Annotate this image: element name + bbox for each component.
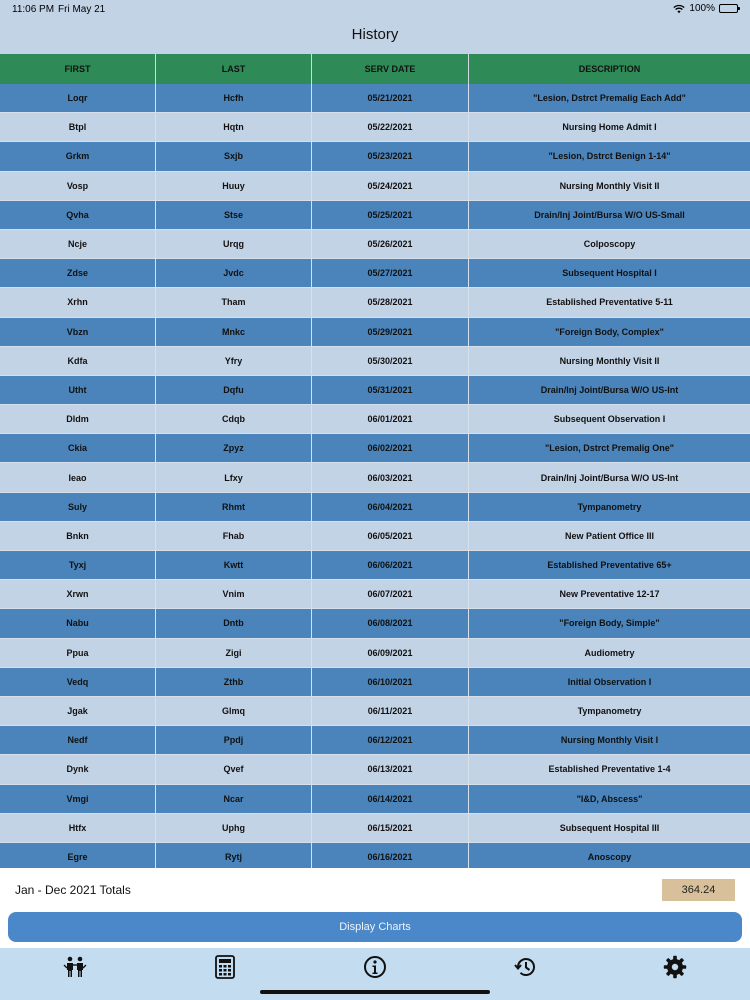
table-row[interactable] bbox=[0, 463, 750, 492]
cell-serv-date: 06/11/2021 bbox=[312, 697, 469, 726]
cell-serv-date: 06/05/2021 bbox=[312, 522, 469, 551]
status-bar bbox=[0, 0, 750, 20]
cell-last: Hqtn bbox=[156, 113, 312, 142]
cell-description: Drain/Inj Joint/Bursa W/O US-Small bbox=[469, 201, 750, 230]
cell-first: Ppua bbox=[0, 639, 156, 668]
cell-first: Zdse bbox=[0, 259, 156, 288]
table-row[interactable] bbox=[0, 814, 750, 843]
info-icon bbox=[363, 955, 387, 979]
cell-description: "Lesion, Dstrct Premalig One" bbox=[469, 434, 750, 463]
table-row[interactable] bbox=[0, 609, 750, 638]
status-time: 11:06 PM bbox=[12, 4, 55, 15]
cell-serv-date: 06/09/2021 bbox=[312, 639, 469, 668]
totals-panel bbox=[0, 868, 750, 948]
cell-description: New Patient Office III bbox=[469, 522, 750, 551]
cell-description: Anoscopy bbox=[469, 843, 750, 868]
cell-serv-date: 05/23/2021 bbox=[312, 142, 469, 171]
cell-first: Nabu bbox=[0, 609, 156, 638]
cell-serv-date: 06/14/2021 bbox=[312, 785, 469, 814]
display-charts-button[interactable]: Display Charts bbox=[8, 912, 742, 942]
status-date: Fri May 21 bbox=[58, 4, 106, 15]
battery-icon bbox=[719, 4, 738, 13]
cell-description: Nursing Monthly Visit II bbox=[469, 347, 750, 376]
cell-last: Mnkc bbox=[156, 318, 312, 347]
cell-description: "Lesion, Dstrct Benign 1-14" bbox=[469, 142, 750, 171]
table-row[interactable] bbox=[0, 434, 750, 463]
cell-first: Xrwn bbox=[0, 580, 156, 609]
cell-serv-date: 06/07/2021 bbox=[312, 580, 469, 609]
cell-description: Established Preventative 5-11 bbox=[469, 288, 750, 317]
table-row[interactable] bbox=[0, 785, 750, 814]
cell-serv-date: 05/21/2021 bbox=[312, 84, 469, 113]
table-body[interactable] bbox=[0, 84, 750, 868]
cell-last: Zpyz bbox=[156, 434, 312, 463]
cell-serv-date: 05/26/2021 bbox=[312, 230, 469, 259]
cell-description: "Foreign Body, Simple" bbox=[469, 609, 750, 638]
cell-serv-date: 06/04/2021 bbox=[312, 493, 469, 522]
header-serv-date[interactable]: SERV DATE bbox=[312, 54, 469, 84]
cell-first: Btpl bbox=[0, 113, 156, 142]
page-title: History bbox=[351, 26, 399, 43]
cell-first: Dynk bbox=[0, 755, 156, 784]
header-first[interactable]: FIRST bbox=[0, 54, 156, 84]
cell-first: Nedf bbox=[0, 726, 156, 755]
cell-description: New Preventative 12-17 bbox=[469, 580, 750, 609]
tab-settings[interactable] bbox=[655, 954, 695, 980]
cell-serv-date: 05/31/2021 bbox=[312, 376, 469, 405]
cell-description: Tympanometry bbox=[469, 697, 750, 726]
cell-first: Loqr bbox=[0, 84, 156, 113]
table-row[interactable] bbox=[0, 113, 750, 142]
cell-first: Xrhn bbox=[0, 288, 156, 317]
cell-serv-date: 05/25/2021 bbox=[312, 201, 469, 230]
cell-last: Dntb bbox=[156, 609, 312, 638]
cell-description: Subsequent Observation I bbox=[469, 405, 750, 434]
cell-description: Drain/Inj Joint/Bursa W/O US-Int bbox=[469, 463, 750, 492]
cell-last: Stse bbox=[156, 201, 312, 230]
cell-first: Grkm bbox=[0, 142, 156, 171]
cell-serv-date: 05/24/2021 bbox=[312, 172, 469, 201]
cell-last: Huuy bbox=[156, 172, 312, 201]
table-row[interactable] bbox=[0, 522, 750, 551]
cell-serv-date: 06/16/2021 bbox=[312, 843, 469, 868]
cell-last: Tham bbox=[156, 288, 312, 317]
cell-last: Uphg bbox=[156, 814, 312, 843]
cell-serv-date: 05/29/2021 bbox=[312, 318, 469, 347]
battery-percent: 100% bbox=[689, 3, 715, 14]
table-row[interactable] bbox=[0, 726, 750, 755]
table-row[interactable] bbox=[0, 84, 750, 113]
table-header bbox=[0, 54, 750, 84]
tab-patients[interactable] bbox=[55, 954, 95, 980]
cell-last: Zigi bbox=[156, 639, 312, 668]
cell-first: Tyxj bbox=[0, 551, 156, 580]
table-row[interactable] bbox=[0, 318, 750, 347]
cell-description: "Lesion, Dstrct Premalig Each Add" bbox=[469, 84, 750, 113]
cell-last: Kwtt bbox=[156, 551, 312, 580]
history-table bbox=[0, 54, 750, 868]
cell-description: Tympanometry bbox=[469, 493, 750, 522]
cell-last: Cdqb bbox=[156, 405, 312, 434]
cell-first: Vedq bbox=[0, 668, 156, 697]
cell-serv-date: 05/27/2021 bbox=[312, 259, 469, 288]
cell-first: Suly bbox=[0, 493, 156, 522]
table-row[interactable] bbox=[0, 551, 750, 580]
cell-first: Ckia bbox=[0, 434, 156, 463]
cell-description: Subsequent Hospital I bbox=[469, 259, 750, 288]
cell-first: Vbzn bbox=[0, 318, 156, 347]
cell-serv-date: 06/01/2021 bbox=[312, 405, 469, 434]
tab-history[interactable] bbox=[505, 954, 545, 980]
cell-first: Htfx bbox=[0, 814, 156, 843]
cell-serv-date: 06/08/2021 bbox=[312, 609, 469, 638]
cell-first: Bnkn bbox=[0, 522, 156, 551]
cell-first: Vmgi bbox=[0, 785, 156, 814]
cell-first: Qvha bbox=[0, 201, 156, 230]
cell-serv-date: 06/10/2021 bbox=[312, 668, 469, 697]
cell-first: Ieao bbox=[0, 463, 156, 492]
wifi-icon bbox=[673, 4, 685, 14]
table-row[interactable] bbox=[0, 142, 750, 171]
cell-first: Dldm bbox=[0, 405, 156, 434]
cell-serv-date: 06/02/2021 bbox=[312, 434, 469, 463]
gear-icon bbox=[663, 955, 687, 979]
calculator-icon bbox=[215, 955, 235, 979]
cell-description: Established Preventative 65+ bbox=[469, 551, 750, 580]
cell-last: Sxjb bbox=[156, 142, 312, 171]
header-last[interactable]: LAST bbox=[156, 54, 312, 84]
cell-last: Jvdc bbox=[156, 259, 312, 288]
table-row[interactable] bbox=[0, 288, 750, 317]
header-description[interactable]: DESCRIPTION bbox=[578, 64, 641, 74]
cell-last: Rytj bbox=[156, 843, 312, 868]
cell-serv-date: 06/03/2021 bbox=[312, 463, 469, 492]
cell-last: Rhmt bbox=[156, 493, 312, 522]
cell-first: Kdfa bbox=[0, 347, 156, 376]
table-row[interactable] bbox=[0, 172, 750, 201]
cell-last: Hcfh bbox=[156, 84, 312, 113]
cell-serv-date: 05/22/2021 bbox=[312, 113, 469, 142]
cell-last: Zthb bbox=[156, 668, 312, 697]
table-row[interactable] bbox=[0, 201, 750, 230]
cell-description: Drain/Inj Joint/Bursa W/O US-Int bbox=[469, 376, 750, 405]
cell-description: "Foreign Body, Complex" bbox=[469, 318, 750, 347]
cell-last: Ncar bbox=[156, 785, 312, 814]
cell-last: Fhab bbox=[156, 522, 312, 551]
status-right bbox=[673, 3, 738, 14]
cell-description: Audiometry bbox=[469, 639, 750, 668]
cell-last: Lfxy bbox=[156, 463, 312, 492]
table-row[interactable] bbox=[0, 493, 750, 522]
totals-label: Jan - Dec 2021 Totals bbox=[15, 883, 131, 897]
tab-info[interactable] bbox=[355, 954, 395, 980]
cell-serv-date: 06/12/2021 bbox=[312, 726, 469, 755]
cell-last: Qvef bbox=[156, 755, 312, 784]
cell-description: Subsequent Hospital III bbox=[469, 814, 750, 843]
cell-description: Colposcopy bbox=[469, 230, 750, 259]
table-row[interactable] bbox=[0, 580, 750, 609]
totals-value: 364.24 bbox=[662, 879, 735, 901]
cell-description: Initial Observation I bbox=[469, 668, 750, 697]
cell-serv-date: 06/15/2021 bbox=[312, 814, 469, 843]
table-row[interactable] bbox=[0, 230, 750, 259]
cell-last: Vnim bbox=[156, 580, 312, 609]
cell-last: Urqg bbox=[156, 230, 312, 259]
cell-description: Nursing Monthly Visit II bbox=[469, 172, 750, 201]
table-row[interactable] bbox=[0, 843, 750, 868]
home-indicator bbox=[260, 990, 490, 994]
cell-first: Jgak bbox=[0, 697, 156, 726]
history-icon bbox=[513, 955, 537, 979]
patients-icon bbox=[63, 956, 87, 978]
cell-serv-date: 05/28/2021 bbox=[312, 288, 469, 317]
table-row[interactable] bbox=[0, 376, 750, 405]
table-row[interactable] bbox=[0, 259, 750, 288]
cell-serv-date: 05/30/2021 bbox=[312, 347, 469, 376]
cell-last: Yfry bbox=[156, 347, 312, 376]
cell-first: Ncje bbox=[0, 230, 156, 259]
cell-last: Ppdj bbox=[156, 726, 312, 755]
table-row[interactable] bbox=[0, 697, 750, 726]
tab-bar bbox=[0, 948, 750, 1000]
table-row[interactable] bbox=[0, 755, 750, 784]
cell-description: Established Preventative 1-4 bbox=[469, 755, 750, 784]
cell-last: Dqfu bbox=[156, 376, 312, 405]
cell-first: Vosp bbox=[0, 172, 156, 201]
cell-description: Nursing Home Admit I bbox=[469, 113, 750, 142]
table-row[interactable] bbox=[0, 405, 750, 434]
cell-last: Glmq bbox=[156, 697, 312, 726]
cell-first: Utht bbox=[0, 376, 156, 405]
cell-description: "I&D, Abscess" bbox=[469, 785, 750, 814]
cell-serv-date: 06/13/2021 bbox=[312, 755, 469, 784]
table-row[interactable] bbox=[0, 347, 750, 376]
tab-calculator[interactable] bbox=[205, 954, 245, 980]
table-row[interactable] bbox=[0, 668, 750, 697]
table-row[interactable] bbox=[0, 639, 750, 668]
cell-description: Nursing Monthly Visit I bbox=[469, 726, 750, 755]
cell-first: Egre bbox=[0, 843, 156, 868]
cell-serv-date: 06/06/2021 bbox=[312, 551, 469, 580]
